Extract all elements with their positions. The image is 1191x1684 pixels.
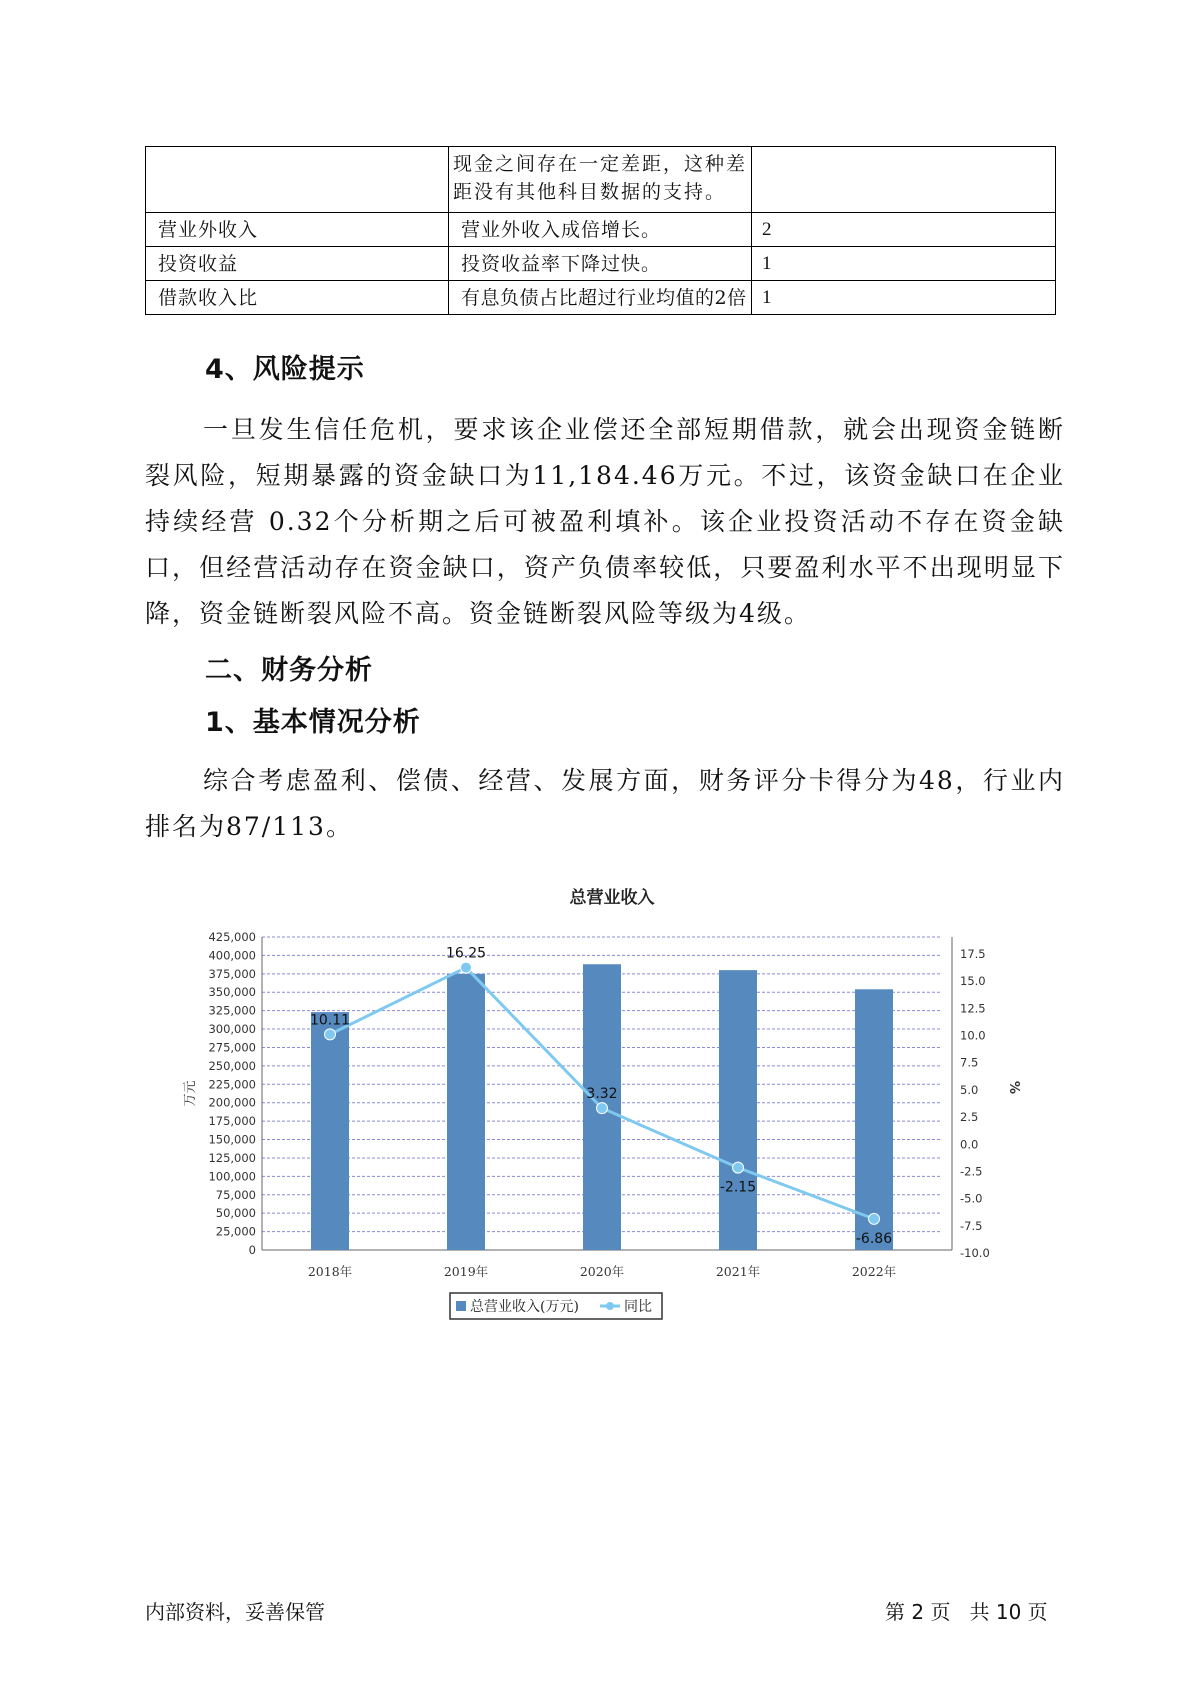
x-tick-label: 2022年 [851, 1264, 897, 1279]
yoy-data-label: 3.32 [586, 1086, 618, 1103]
yoy-point [597, 1103, 608, 1114]
y-tick-label: 350,000 [208, 985, 256, 1000]
y-tick-label: 275,000 [208, 1040, 256, 1055]
y-tick-label: 150,000 [208, 1132, 256, 1147]
y2-tick-label: 2.5 [960, 1110, 979, 1125]
y-tick-label: 100,000 [208, 1169, 256, 1184]
yoy-data-label: -2.15 [719, 1179, 757, 1196]
subsection-heading-basic: 1、基本情况分析 [205, 707, 421, 738]
y2-tick-label: -5.0 [960, 1191, 983, 1206]
section-heading-finance: 二、财务分析 [205, 655, 373, 686]
yoy-point [733, 1162, 744, 1173]
y-tick-label: 50,000 [215, 1206, 256, 1221]
y-tick-label: 375,000 [208, 966, 256, 981]
y2-tick-label: 7.5 [960, 1055, 979, 1070]
y2-tick-label: 12.5 [960, 1001, 986, 1016]
x-tick-label: 2018年 [307, 1264, 353, 1279]
table-cell-score: 1 [752, 281, 1056, 315]
y-tick-label: 0 [248, 1243, 256, 1257]
yoy-point [461, 962, 472, 973]
section-heading-risk: 4、风险提示 [205, 354, 365, 385]
table-cell-score: 1 [752, 247, 1056, 281]
risk-paragraph: 一旦发生信任危机，要求该企业偿还全部短期借款，就会出现资金链断裂风险，短期暴露的资金缺口为11,184.46万元。不过，该资金缺口在企业持续经营 0.32个分析期之后可被盈利填补。该企业投资活动不存在资金缺口，但经营活动存在资金缺口，资产负债率较低，只要盈利水平不出现明显下降，资金链断裂风险不高。资金链断裂风险等级为4级。 [145, 415, 1065, 628]
y-tick-label: 125,000 [208, 1150, 256, 1165]
y-tick-label: 175,000 [208, 1114, 256, 1129]
table-row [146, 247, 1056, 281]
revenue-chart [180, 875, 1040, 1335]
table-row [146, 281, 1056, 315]
table-cell-description: 营业外收入成倍增长。 [449, 213, 752, 247]
bar [855, 989, 893, 1250]
legend-line-marker [606, 1302, 614, 1310]
y2-tick-label: -7.5 [960, 1218, 983, 1233]
y-tick-label: 225,000 [208, 1077, 256, 1092]
basic-analysis-paragraph: 综合考虑盈利、偿债、经营、发展方面，财务评分卡得分为48，行业内排名为87/113。 [145, 766, 1065, 841]
y-tick-label: 75,000 [215, 1187, 256, 1202]
x-tick-label: 2019年 [443, 1264, 489, 1279]
y-tick-label: 300,000 [208, 1022, 256, 1037]
chart-title: 总营业收入 [569, 888, 655, 908]
table-cell-description: 有息负债占比超过行业均值的2倍 [449, 281, 752, 315]
yoy-data-label: 16.25 [445, 945, 487, 962]
footer-page-number: 第 2 页 共 10 页 [885, 1600, 1048, 1624]
table-cell-description: 现金之间存在一定差距，这种差距没有其他科目数据的支持。 [449, 147, 752, 213]
y2-tick-label: 10.0 [960, 1028, 986, 1043]
y-axis-label: 万元 [183, 1080, 198, 1107]
table-cell-indicator [146, 147, 449, 213]
x-tick-label: 2021年 [715, 1264, 761, 1279]
y2-tick-label: 17.5 [960, 947, 986, 961]
bar [447, 974, 485, 1250]
bar [311, 1012, 349, 1250]
table-row [146, 213, 1056, 247]
y2-tick-label: 0.0 [960, 1137, 979, 1152]
yoy-data-label: -6.86 [855, 1230, 893, 1247]
y2-tick-label: -2.5 [960, 1164, 983, 1179]
bar [719, 970, 757, 1250]
table-cell-indicator: 营业外收入 [146, 213, 449, 247]
table-cell-score: 2 [752, 213, 1056, 247]
table-cell-indicator: 借款收入比 [146, 281, 449, 315]
yoy-point [325, 1029, 336, 1040]
y-tick-label: 25,000 [215, 1224, 256, 1239]
legend-line-label: 同比 [624, 1299, 652, 1315]
y-tick-label: 250,000 [208, 1058, 256, 1073]
risk-table [145, 146, 1056, 315]
y-tick-label: 200,000 [208, 1095, 256, 1110]
yoy-data-label: 10.11 [309, 1012, 351, 1029]
revenue-chart-svg [180, 875, 1040, 1335]
table-row [146, 147, 1056, 213]
yoy-point [869, 1213, 880, 1224]
y2-tick-label: 5.0 [960, 1082, 979, 1097]
footer-confidential: 内部资料，妥善保管 [145, 1600, 325, 1624]
legend-bar-label: 总营业收入(万元) [470, 1299, 579, 1315]
y-tick-label: 400,000 [208, 948, 256, 963]
table-cell-score [752, 147, 1056, 213]
y2-tick-label: 15.0 [960, 974, 986, 989]
table-cell-indicator: 投资收益 [146, 247, 449, 281]
y-tick-label: 325,000 [208, 1003, 256, 1018]
x-tick-label: 2020年 [579, 1264, 625, 1279]
y2-axis-label: % [1006, 1080, 1021, 1095]
legend-bar-swatch [456, 1301, 466, 1311]
table-cell-description: 投资收益率下降过快。 [449, 247, 752, 281]
y-tick-label: 425,000 [208, 930, 256, 944]
y2-tick-label: -10.0 [960, 1246, 990, 1260]
